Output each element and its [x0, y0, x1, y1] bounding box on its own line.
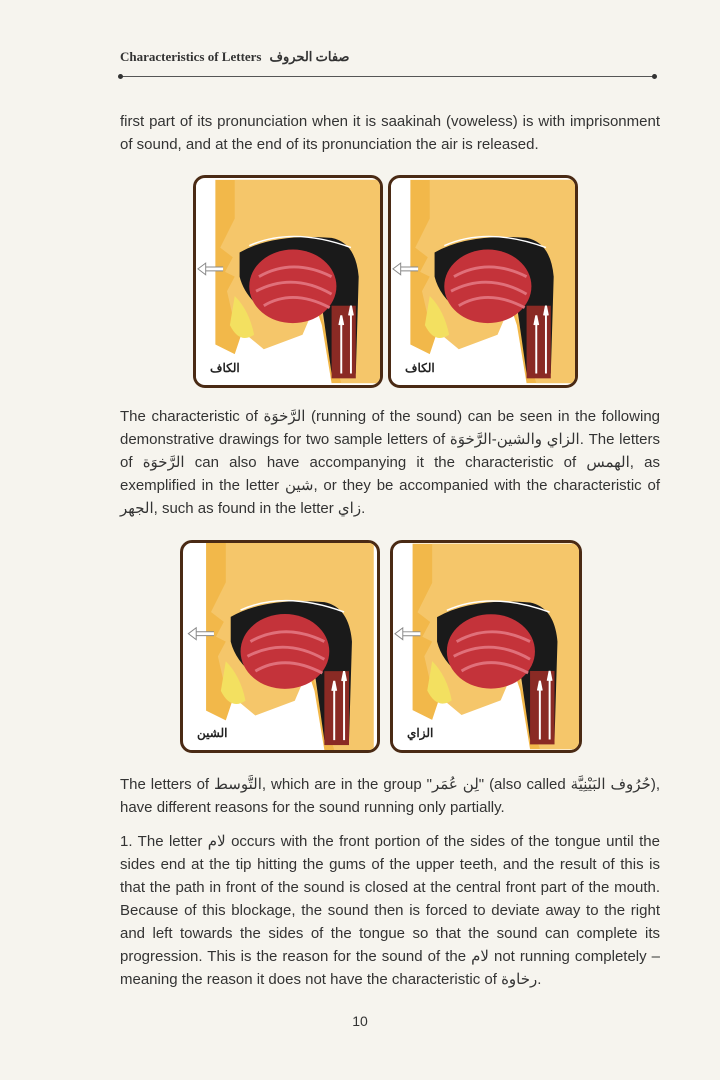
figure-kaf-2 — [388, 175, 578, 388]
figure-sheen — [180, 540, 380, 753]
figure-zay — [390, 540, 582, 753]
header-title: Characteristics of Letters — [120, 49, 262, 64]
vocal-tract-illustration — [391, 178, 575, 385]
vocal-tract-illustration — [393, 543, 579, 750]
rule-dot-right — [652, 74, 657, 79]
paragraph-2: The characteristic of الرَّخوَة (running of the sound) can be seen in the following demonstrative drawings for two sample letters of الزاي والشين-الرَّخوَة. The letters of الرَّخوَة can also have accompanying it the characteristic of الهمس, as exemplified in the letter شين, or they be accompanied with the characteristic of الجهر, such as found in the letter زاي. — [120, 408, 661, 517]
header-title-arabic: صفات الحروف — [269, 49, 350, 64]
figure-label: الكاف — [210, 361, 240, 375]
paragraph-1: first part of its pronunciation when it is saakinah (voweless) is with imprisonment of sound, and at the end of its pronunciation the air is released. — [120, 113, 660, 153]
rule-dot-left — [118, 74, 123, 79]
header-rule — [120, 76, 656, 77]
vocal-tract-illustration — [183, 543, 377, 750]
running-header — [120, 49, 349, 65]
figure-label: الشين — [197, 726, 228, 740]
figure-label: الكاف — [405, 361, 435, 375]
page-number: 10 — [352, 1013, 368, 1029]
vocal-tract-illustration — [196, 178, 380, 385]
paragraph-4: 1. The letter لام occurs with the front portion of the sides of the tongue until the sides end at the tip hitting the gums of the upper teeth, and the result of this is that the path in front of the sound is closed at the central front part of the mouth. Because of this blockage, the sound then is forced to deviate away to the right and left towards the sides of the tongue so that the sound can complete its progression. This is the reason for the sound of the لام not running completely – meaning the reason it does not have the characteristic of رخاوة. — [120, 833, 661, 988]
paragraph-3: The letters of التَّوسط, which are in the group "لِن عُمَر" (also called حُرُوف البَيْنِيَّة), have different reasons for the sound running only partially. — [120, 776, 660, 816]
figure-label: الزاي — [407, 726, 434, 740]
figure-kaf-1 — [193, 175, 383, 388]
